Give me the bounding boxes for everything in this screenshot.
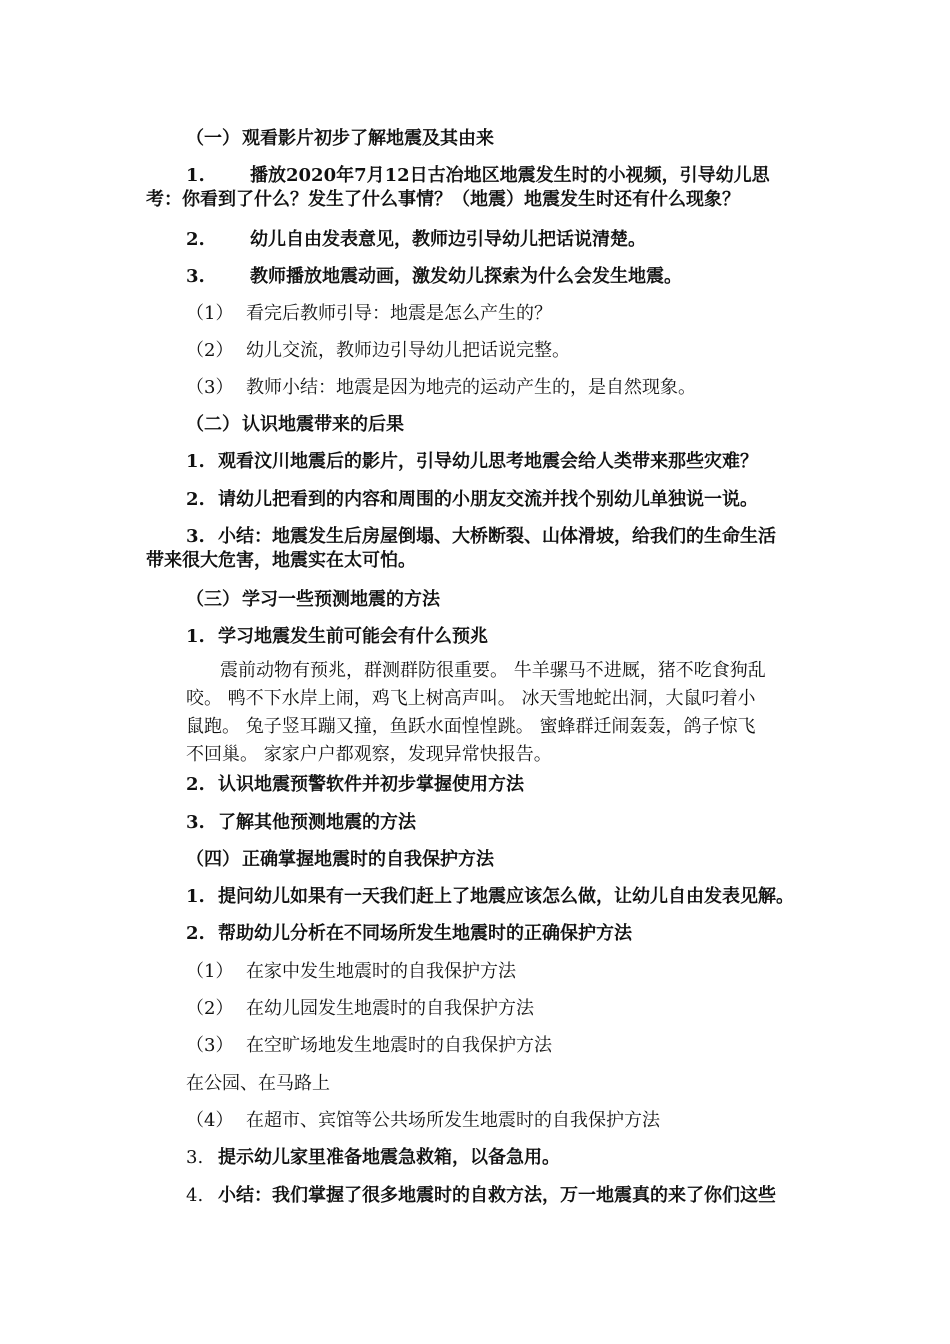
item-marker: 1.	[186, 886, 205, 907]
item-text: 小结：我们掌握了很多地震时的自救方法，万一地震真的来了你们这些	[218, 1185, 776, 1206]
item-marker: 2.	[186, 229, 205, 250]
item-text: 观看汶川地震后的影片，引导幼儿思考地震会给人类带来那些灾难？	[218, 451, 758, 472]
sub-text: 看完后教师引导：地震是怎么产生的？	[246, 303, 552, 324]
item-marker: 1.	[186, 451, 205, 472]
item-marker: 3.	[186, 526, 205, 547]
sub-item	[186, 1034, 552, 1058]
section-heading-2	[186, 413, 404, 437]
item-text: 了解其他预测地震的方法	[218, 812, 416, 833]
list-item	[186, 228, 646, 252]
list-item	[186, 811, 416, 835]
sub-text: 在家中发生地震时的自我保护方法	[246, 961, 516, 982]
item-text: 请幼儿把看到的内容和周围的小朋友交流并找个别幼儿单独说一说。	[218, 489, 758, 510]
section-title: 观看影片初步了解地震及其由来	[242, 128, 494, 149]
list-item	[186, 450, 758, 474]
item-text: 播放2020年7月12日古冶地区地震发生时的小视频，引导幼儿思	[250, 165, 770, 186]
note-text: 在公园、在马路上	[186, 1073, 330, 1094]
section-heading-4	[186, 848, 494, 872]
item-marker: 4.	[186, 1185, 204, 1206]
item-marker: 2.	[186, 489, 205, 510]
section-marker: （三）	[186, 589, 240, 610]
list-item	[186, 885, 794, 909]
list-item	[186, 488, 758, 512]
list-item	[186, 1146, 560, 1170]
sub-text: 在幼儿园发生地震时的自我保护方法	[246, 998, 534, 1019]
list-item	[186, 164, 770, 188]
list-item	[186, 625, 488, 649]
item-text: 学习地震发生前可能会有什么预兆	[218, 626, 488, 647]
sub-item	[186, 376, 696, 400]
section-title: 学习一些预测地震的方法	[242, 589, 440, 610]
sub-text: 在超市、宾馆等公共场所发生地震时的自我保护方法	[246, 1110, 660, 1131]
section-title: 认识地震带来的后果	[242, 414, 404, 435]
section-marker: （四）	[186, 849, 240, 870]
sub-item	[186, 960, 516, 984]
list-item	[186, 1184, 776, 1208]
section-marker: （一）	[186, 128, 240, 149]
sub-marker: （1）	[186, 303, 234, 324]
rhyme-line: 不回巢。 家家户户都观察，发现异常快报告。	[186, 744, 552, 765]
item-text: 小结：地震发生后房屋倒塌、大桥断裂、山体滑坡，给我们的生命生活	[218, 526, 776, 547]
list-item	[186, 773, 524, 797]
section-heading-3	[186, 588, 440, 612]
item-marker: 3.	[186, 266, 205, 287]
list-item	[186, 265, 682, 289]
item-marker: 3.	[186, 812, 205, 833]
sub-text: 教师小结：地震是因为地壳的运动产生的，是自然现象。	[246, 377, 696, 398]
sub-marker: （1）	[186, 961, 234, 982]
sub-marker: （3）	[186, 1035, 234, 1056]
section-title: 正确掌握地震时的自我保护方法	[242, 849, 494, 870]
item-marker: 2.	[186, 923, 205, 944]
section-marker: （二）	[186, 414, 240, 435]
item-text: 提问幼儿如果有一天我们赶上了地震应该怎么做，让幼儿自由发表见解。	[218, 886, 794, 907]
item-text: 认识地震预警软件并初步掌握使用方法	[218, 774, 524, 795]
item-text: 帮助幼儿分析在不同场所发生地震时的正确保护方法	[218, 923, 632, 944]
item-marker: 1.	[186, 626, 205, 647]
sub-marker: （2）	[186, 340, 234, 361]
item-text: 幼儿自由发表意见，教师边引导幼儿把话说清楚。	[250, 229, 646, 250]
section-heading-1	[186, 127, 494, 151]
item-marker: 1.	[186, 165, 205, 186]
sub-item	[186, 1109, 660, 1133]
item-marker: 2.	[186, 774, 205, 795]
item-marker: 3.	[186, 1147, 204, 1168]
item-text: 提示幼儿家里准备地震急救箱，以备急用。	[218, 1147, 560, 1168]
sub-text: 在空旷场地发生地震时的自我保护方法	[246, 1035, 552, 1056]
sub-item	[186, 339, 570, 363]
sub-item	[186, 997, 534, 1021]
sub-text: 幼儿交流，教师边引导幼儿把话说完整。	[246, 340, 570, 361]
list-item	[186, 922, 632, 946]
list-item-continuation: 带来很大危害，地震实在太可怕。	[146, 550, 416, 571]
sub-marker: （4）	[186, 1110, 234, 1131]
sub-marker: （2）	[186, 998, 234, 1019]
rhyme-line: 鼠跑。 兔子竖耳蹦又撞，鱼跃水面惶惶跳。 蜜蜂群迁闹轰轰，鸽子惊飞	[186, 716, 756, 737]
sub-item	[186, 302, 552, 326]
rhyme-line: 震前动物有预兆，群测群防很重要。 牛羊骡马不进厩，猪不吃食狗乱	[220, 660, 766, 681]
item-text: 教师播放地震动画，激发幼儿探索为什么会发生地震。	[250, 266, 682, 287]
list-item	[186, 525, 776, 549]
rhyme-line: 咬。 鸭不下水岸上闹，鸡飞上树高声叫。 冰天雪地蛇出洞，大鼠叼着小	[186, 688, 756, 709]
sub-marker: （3）	[186, 377, 234, 398]
list-item-continuation: 考：你看到了什么？发生了什么事情？（地震）地震发生时还有什么现象？	[146, 189, 740, 210]
